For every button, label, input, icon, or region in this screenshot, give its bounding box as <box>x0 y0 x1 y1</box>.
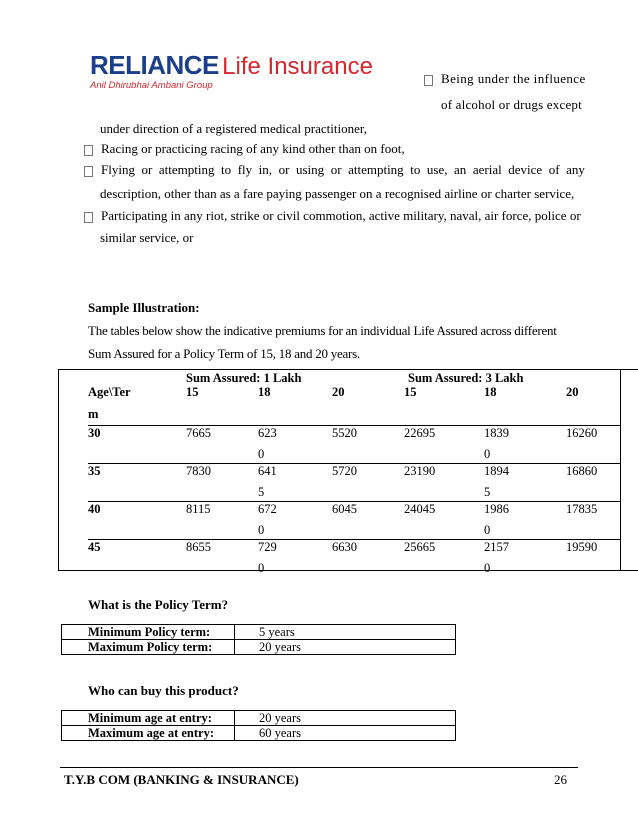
premium-cell: 7665 <box>186 426 258 464</box>
exclusion-item-alcohol <box>424 71 586 87</box>
footer-rule <box>60 767 578 768</box>
premium-cell-line1: 1839 <box>484 426 509 440</box>
premium-cell: 16260 <box>566 426 620 464</box>
premium-cell-line1: 623 <box>258 426 277 440</box>
logo-tagline: Anil Dhirubhai Ambani Group <box>90 80 213 91</box>
table-left-rule <box>58 369 59 571</box>
sample-intro-line2: Sum Assured for a Policy Term of 15, 18 and 20 years. <box>88 346 360 361</box>
exclusion-item-flying <box>84 162 585 178</box>
exclusion-alcohol-cont2: under direction of a registered medical practitioner, <box>100 121 367 136</box>
logo-brand-word: RELIANCE <box>90 50 219 80</box>
premium-cell <box>484 426 566 464</box>
max-term-label: Maximum Policy term: <box>62 640 235 655</box>
table-row <box>88 502 620 540</box>
premium-cell-line1: 1986 <box>484 502 509 516</box>
exclusion-item-racing <box>84 141 405 157</box>
premium-cell-line2: 0 <box>484 523 491 537</box>
table-top-rule <box>58 369 638 370</box>
header-term-18: 18 <box>258 385 271 399</box>
table-row <box>88 540 620 578</box>
premium-cell: 6630 <box>332 540 404 578</box>
header-age-term-line1: Age\Ter <box>88 385 131 399</box>
premium-cell <box>484 464 566 502</box>
premium-cell: 6045 <box>332 502 404 540</box>
premium-cell: 22695 <box>404 426 484 464</box>
page-number: 26 <box>554 772 567 787</box>
bullet-icon <box>84 212 93 223</box>
premium-cell: 19590 <box>566 540 620 578</box>
exclusion-text: Participating in any riot, strike or civil commotion, active military, naval, air force, police or <box>101 208 581 223</box>
age-cell: 40 <box>88 502 186 540</box>
exclusion-item-riot <box>84 208 581 224</box>
premium-cell: 23190 <box>404 464 484 502</box>
bullet-icon <box>424 75 433 86</box>
header-age-term <box>88 385 186 426</box>
table-header-row <box>88 385 620 426</box>
premium-cell: 8115 <box>186 502 258 540</box>
premium-cell <box>258 540 332 578</box>
sample-intro-line1: The tables below show the indicative premiums for an individual Life Assured across different <box>88 323 557 338</box>
header-term-20: 20 <box>566 385 579 399</box>
premium-cell-line2: 0 <box>258 447 265 461</box>
table-row <box>62 640 456 655</box>
premium-cell-line1: 641 <box>258 464 277 478</box>
table-row <box>88 426 620 464</box>
premium-cell: 17835 <box>566 502 620 540</box>
logo-product-word: Life Insurance <box>222 53 373 80</box>
exclusion-text: Flying or attempting to fly in, or using or attempting to use, an aerial device of any <box>101 162 585 177</box>
group-header-1lakh: Sum Assured: 1 Lakh <box>186 371 302 385</box>
age-cell: 35 <box>88 464 186 502</box>
bullet-icon <box>84 166 93 177</box>
premium-cell <box>484 502 566 540</box>
policy-term-heading: What is the Policy Term? <box>88 597 229 612</box>
group-header-3lakh: Sum Assured: 3 Lakh <box>408 371 524 385</box>
premium-cell <box>484 540 566 578</box>
premium-cell: 8655 <box>186 540 258 578</box>
premium-cell-line2: 0 <box>484 447 491 461</box>
eligibility-heading: Who can buy this product? <box>88 683 239 698</box>
max-term-value: 20 years <box>235 640 456 655</box>
premium-table <box>88 385 620 577</box>
premium-cell: 16860 <box>566 464 620 502</box>
premium-cell-line1: 2157 <box>484 540 509 554</box>
premium-cell-line2: 0 <box>258 523 265 537</box>
header-age-term-line2: m <box>88 407 99 421</box>
eligibility-table <box>61 710 456 741</box>
min-term-label: Minimum Policy term: <box>62 625 235 640</box>
premium-cell: 7830 <box>186 464 258 502</box>
sample-heading: Sample Illustration: <box>88 300 200 315</box>
exclusion-alcohol-cont: of alcohol or drugs except <box>441 97 582 112</box>
table-right-rule <box>620 369 621 571</box>
max-age-label: Maximum age at entry: <box>62 726 235 741</box>
company-logo <box>90 52 373 91</box>
exclusion-riot-cont: similar service, or <box>100 230 194 245</box>
header-term-18: 18 <box>484 385 497 399</box>
table-row <box>88 464 620 502</box>
premium-cell-line2: 0 <box>484 561 491 575</box>
table-row <box>62 726 456 741</box>
age-cell: 30 <box>88 426 186 464</box>
header-term-15: 15 <box>186 385 199 399</box>
exclusion-text: Being under the influence <box>441 71 586 86</box>
footer-course: T.Y.B COM (BANKING & INSURANCE) <box>64 772 299 787</box>
exclusion-flying-cont: description, other than as a fare paying passenger on a recognised airline or charter service, <box>100 186 575 201</box>
policy-term-table <box>61 624 456 655</box>
premium-cell: 25665 <box>404 540 484 578</box>
premium-cell-line2: 0 <box>258 561 265 575</box>
premium-cell-line1: 672 <box>258 502 277 516</box>
exclusion-text: Racing or practicing racing of any kind other than on foot, <box>101 141 405 156</box>
premium-cell-line2: 5 <box>258 485 265 499</box>
header-term-20: 20 <box>332 385 345 399</box>
premium-cell <box>258 464 332 502</box>
min-term-value: 5 years <box>235 625 456 640</box>
table-row <box>62 625 456 640</box>
premium-cell <box>258 502 332 540</box>
premium-cell: 24045 <box>404 502 484 540</box>
age-cell: 45 <box>88 540 186 578</box>
min-age-value: 20 years <box>235 711 456 726</box>
premium-cell: 5720 <box>332 464 404 502</box>
premium-cell-line1: 1894 <box>484 464 509 478</box>
premium-cell <box>258 426 332 464</box>
premium-cell: 5520 <box>332 426 404 464</box>
premium-cell-line1: 729 <box>258 540 277 554</box>
min-age-label: Minimum age at entry: <box>62 711 235 726</box>
bullet-icon <box>84 145 93 156</box>
max-age-value: 60 years <box>235 726 456 741</box>
premium-cell-line2: 5 <box>484 485 491 499</box>
header-term-15: 15 <box>404 385 417 399</box>
table-row <box>62 711 456 726</box>
